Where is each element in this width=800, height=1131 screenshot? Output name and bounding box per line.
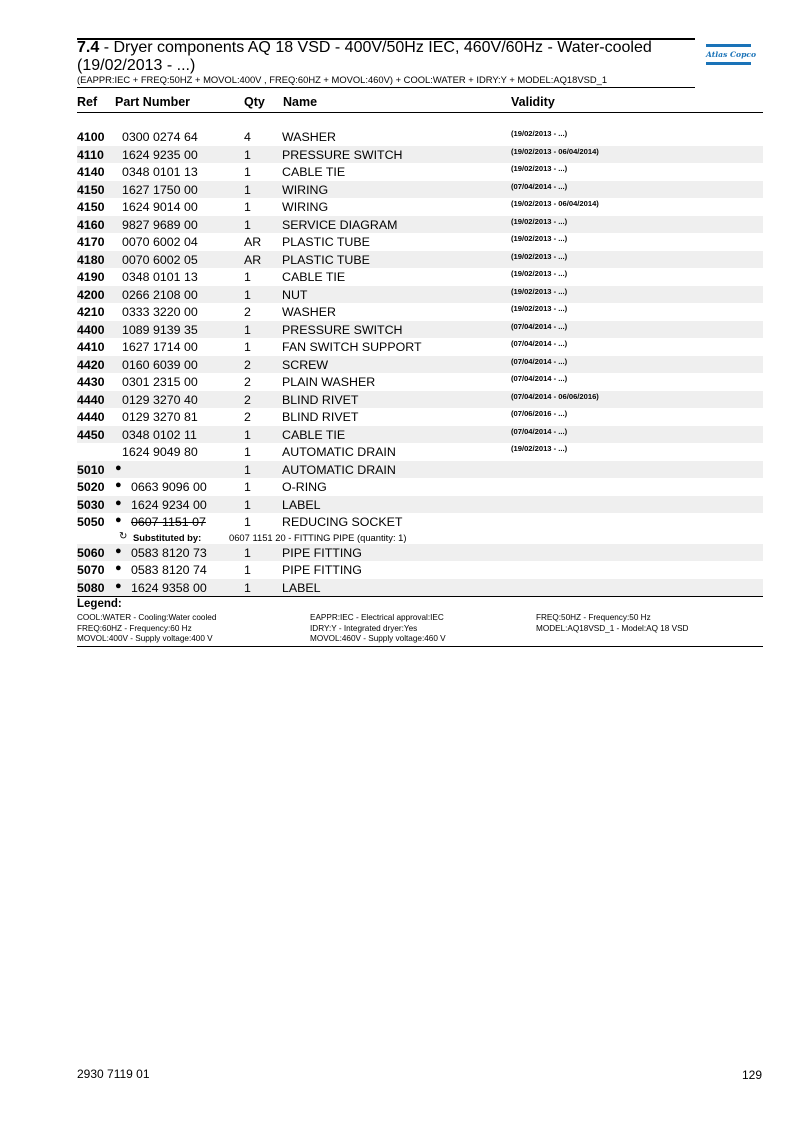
ref-cell: 4200 [77,287,105,302]
substitution-label: Substituted by: [133,531,202,543]
ref-cell: 4180 [77,252,105,267]
ref-cell: 4410 [77,340,105,354]
column-header-rule [77,112,763,113]
part-number-cell: 1624 9235 00 [122,147,198,162]
name-cell: SCREW [282,357,329,372]
validity-cell: (07/04/2014 - ...) [511,426,568,436]
qty-cell: 1 [244,445,251,459]
name-cell: BLIND RIVET [282,392,359,407]
name-cell: PRESSURE SWITCH [282,147,403,162]
table-row [77,303,763,321]
part-number-cell: 1089 9139 35 [122,322,198,337]
validity-cell: (19/02/2013 - ...) [511,286,568,296]
qty-cell: 1 [244,497,251,512]
part-number-cell: 0129 3270 81 [122,410,198,424]
column-header-ref: Ref [77,95,98,109]
ref-cell: 4150 [77,200,105,214]
validity-cell: (19/02/2013 - ...) [511,304,568,313]
ref-cell: 5050 [77,515,105,529]
table-row [77,496,763,514]
validity-cell: (19/02/2013 - ...) [511,234,568,243]
name-cell: PLASTIC TUBE [282,252,370,267]
part-number-cell: 0663 9096 00 [131,480,207,494]
qty-cell: 1 [244,165,251,179]
qty-cell: 2 [244,357,251,372]
part-number-cell: 0160 6039 00 [122,357,198,372]
table-row [77,198,763,216]
qty-cell: 1 [244,200,251,214]
qty-cell: 2 [244,305,251,319]
validity-cell: (19/02/2013 - ...) [511,444,568,453]
bullet-icon: ● [115,544,122,557]
name-cell: PIPE FITTING [282,545,362,560]
legend-item: IDRY:Y - Integrated dryer:Yes [310,623,418,633]
ref-cell: 4440 [77,410,105,424]
table-row [77,461,763,479]
name-cell: AUTOMATIC DRAIN [282,462,396,477]
part-number-cell: 1624 9014 00 [122,200,198,214]
ref-cell: 4140 [77,165,105,179]
ref-cell: 4100 [77,130,105,144]
name-cell: WASHER [282,130,336,144]
ref-cell: 4450 [77,427,105,442]
name-cell: REDUCING SOCKET [282,515,403,529]
qty-cell: 1 [244,480,251,494]
ref-cell: 4160 [77,217,105,232]
table-row [77,561,763,579]
table-row [77,128,763,146]
validity-cell: (07/04/2014 - ...) [511,321,568,331]
table-row [77,443,763,461]
header-rule [77,87,695,88]
validity-cell: (07/04/2014 - ...) [511,356,568,366]
name-cell: NUT [282,287,308,302]
part-number-cell: 1627 1714 00 [122,340,198,354]
name-cell: FAN SWITCH SUPPORT [282,340,422,354]
name-cell: O-RING [282,480,327,494]
part-number-cell: 0266 2108 00 [122,287,198,302]
column-header-part-number: Part Number [115,95,191,109]
substitution-text: 0607 1151 20 - FITTING PIPE (quantity: 1) [229,531,407,543]
qty-cell: 1 [244,287,251,302]
qty-cell: 1 [244,462,251,477]
validity-cell: (07/04/2014 - ...) [511,374,568,383]
qty-cell: 1 [244,545,251,560]
name-cell: PLAIN WASHER [282,375,376,389]
name-cell: CABLE TIE [282,165,346,179]
table-row [77,251,763,269]
legend-item: EAPPR:IEC - Electrical approval:IEC [310,613,444,622]
part-number-cell: 0301 2315 00 [122,375,198,389]
name-cell: WIRING [282,200,329,214]
qty-cell: AR [244,235,262,249]
validity-cell: (19/02/2013 - ...) [511,269,568,278]
name-cell: PRESSURE SWITCH [282,322,403,337]
table-row [77,579,763,597]
section-title [77,39,677,75]
table-row [77,146,763,164]
part-number-cell: 1624 9234 00 [131,497,207,512]
validity-cell: (07/04/2014 - ...) [511,339,568,348]
ref-cell: 4190 [77,270,105,284]
section-number: 7.4 [77,39,100,56]
name-cell: BLIND RIVET [282,410,359,424]
part-number-cell: 9827 9689 00 [122,217,198,232]
bullet-icon: ● [115,496,122,509]
table-row [77,478,763,496]
legend-rule [77,646,763,647]
part-number-cell: 0583 8120 73 [131,545,207,560]
qty-cell: 2 [244,392,251,407]
bullet-icon: ● [115,479,122,491]
legend-item: MOVOL:460V - Supply voltage:460 V [310,634,446,643]
part-number-cell: 1627 1750 00 [122,182,198,197]
legend-item: MODEL:AQ18VSD_1 - Model:AQ 18 VSD [536,623,689,633]
logo-bar-bottom [706,62,751,65]
name-cell: CABLE TIE [282,427,346,442]
table-row [77,391,763,409]
legend-item: FREQ:50HZ - Frequency:50 Hz [536,613,651,622]
qty-cell: 1 [244,340,251,354]
qty-cell: 4 [244,130,251,144]
name-cell: LABEL [282,497,321,512]
name-cell: SERVICE DIAGRAM [282,217,398,232]
bullet-icon: ● [115,461,122,474]
qty-cell: 1 [244,580,251,595]
parts-table [77,128,763,596]
validity-cell: (19/02/2013 - 06/04/2014) [511,199,599,208]
legend-item: FREQ:60HZ - Frequency:60 Hz [77,623,192,633]
table-row [77,181,763,199]
table-row [77,286,763,304]
qty-cell: 1 [244,217,251,232]
validity-cell: (19/02/2013 - ...) [511,129,568,138]
ref-cell: 4150 [77,182,105,197]
table-row [77,216,763,234]
ref-cell: 5020 [77,480,105,494]
ref-cell: 4440 [77,392,105,407]
validity-cell: (07/06/2016 - ...) [511,409,568,418]
name-cell: LABEL [282,580,321,595]
table-row [77,373,763,391]
table-row [77,321,763,339]
qty-cell: 1 [244,147,251,162]
substitution-row [77,531,763,544]
legend-title: Legend: [77,598,122,610]
part-number-cell: 1624 9049 80 [122,445,198,459]
name-cell: AUTOMATIC DRAIN [282,445,396,459]
part-number-cell: 0348 0101 13 [122,270,198,284]
document-number: 2930 7119 01 [77,1067,150,1081]
ref-cell: 5080 [77,580,105,595]
refresh-icon: ↻ [119,530,128,542]
column-header-qty: Qty [244,95,265,109]
configuration-subtitle: (EAPPR:IEC + FREQ:50HZ + MOVOL:400V , FREQ:60HZ + MOVOL:460V) + COOL:WATER + IDRY:Y + MODEL:AQ18VSD_1 [77,74,608,85]
legend-item: MOVOL:400V - Supply voltage:400 V [77,634,213,643]
bullet-icon: ● [115,514,122,526]
column-header-validity: Validity [511,95,555,109]
table-row [77,268,763,286]
part-number-cell: 1624 9358 00 [131,580,207,595]
qty-cell: 1 [244,563,251,577]
ref-cell: 5070 [77,563,105,577]
ref-cell: 5060 [77,545,105,560]
part-number-cell: 0070 6002 05 [122,252,198,267]
validity-cell: (07/04/2014 - 06/06/2016) [511,391,599,401]
bullet-icon: ● [115,579,122,592]
logo-bar-top [706,44,751,47]
table-row [77,408,763,426]
legend-item: COOL:WATER - Cooling:Water cooled [77,613,217,622]
column-header-name: Name [283,95,318,109]
qty-cell: 1 [244,322,251,337]
name-cell: WIRING [282,182,329,197]
page-number: 129 [741,1068,762,1082]
name-cell: PLASTIC TUBE [282,235,370,249]
ref-cell: 5010 [77,462,105,477]
part-number-cell: 0333 3220 00 [122,305,198,319]
part-number-cell: 0348 0101 13 [122,165,198,179]
table-row [77,233,763,251]
table-row [77,426,763,444]
name-cell: CABLE TIE [282,270,346,284]
qty-cell: 1 [244,515,251,529]
ref-cell: 4110 [77,147,104,162]
atlas-copco-logo [706,44,757,66]
qty-cell: 2 [244,375,251,389]
part-number-cell: 0129 3270 40 [122,392,198,407]
table-row [77,513,763,531]
validity-cell: (19/02/2013 - ...) [511,251,568,261]
qty-cell: 2 [244,410,251,424]
ref-cell: 4170 [77,235,105,249]
ref-cell: 5030 [77,497,105,512]
table-row [77,338,763,356]
table-row [77,544,763,562]
qty-cell: AR [244,252,262,267]
ref-cell: 4420 [77,357,105,372]
validity-cell: (19/02/2013 - 06/04/2014) [511,146,599,156]
qty-cell: 1 [244,270,251,284]
table-bottom-rule [77,596,763,597]
ref-cell: 4210 [77,305,105,319]
part-number-cell: 0070 6002 04 [122,235,198,249]
validity-cell: (19/02/2013 - ...) [511,164,568,173]
name-cell: WASHER [282,305,336,319]
name-cell: PIPE FITTING [282,563,362,577]
part-number-cell: 0348 0102 11 [122,427,197,442]
table-row [77,163,763,181]
ref-cell: 4400 [77,322,105,337]
qty-cell: 1 [244,182,251,197]
part-number-cell: 0607 1151 07 [131,515,206,529]
table-row [77,356,763,374]
validity-cell: (19/02/2013 - ...) [511,216,568,226]
validity-cell: (07/04/2014 - ...) [511,181,568,191]
bullet-icon: ● [115,562,122,574]
qty-cell: 1 [244,427,251,442]
part-number-cell: 0300 0274 64 [122,130,198,144]
ref-cell: 4430 [77,375,105,389]
part-number-cell: 0583 8120 74 [131,563,207,577]
logo-text: Atlas Copco [706,50,757,59]
section-title-text: - Dryer components AQ 18 VSD - 400V/50Hz IEC, 460V/60Hz - Water-cooled (19/02/2013 - ...) [77,39,652,74]
